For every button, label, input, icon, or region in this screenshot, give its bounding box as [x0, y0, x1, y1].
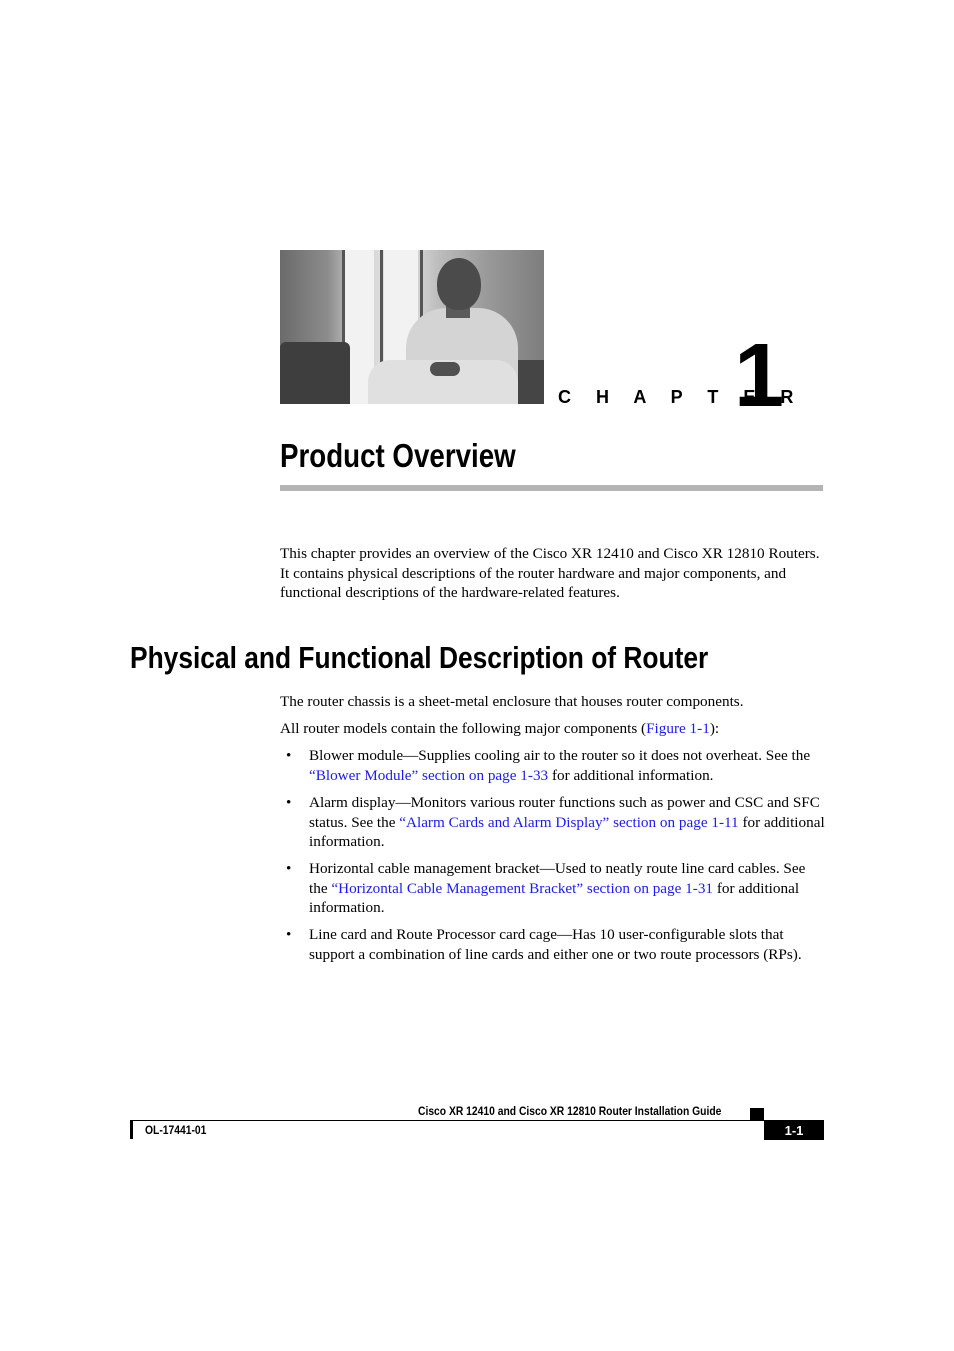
bullet-dot: •: [286, 747, 292, 764]
paragraph-text: ):: [709, 720, 720, 737]
bullet-dot: •: [286, 926, 292, 943]
body-paragraph: [280, 719, 828, 739]
chapter-label: C H A P T E R: [558, 387, 804, 407]
bullet-text-part: Alarm display—Monitors various router functions such as power and CSC and SFC status. See the: [309, 794, 820, 831]
footer-right-block: [750, 1108, 764, 1121]
bullet-text-part: for additional information.: [309, 813, 825, 851]
footer-guide-title: Cisco XR 12410 and Cisco XR 12810 Router Installation Guide: [418, 1104, 722, 1118]
chapter-title: Product Overview: [280, 437, 516, 474]
bullet-text-part: for additional information.: [548, 766, 714, 784]
footer-left-bar: [130, 1121, 133, 1139]
cross-reference-link[interactable]: “Horizontal Cable Management Bracket” section on page 1-31: [331, 879, 714, 897]
chapter-number: 1: [734, 326, 785, 426]
bullet-dot: •: [286, 794, 292, 811]
bullet-text-part: Horizontal cable management bracket—Used to neatly route line card cables. See the: [309, 860, 806, 897]
cross-reference-link[interactable]: “Blower Module” section on page 1-33: [309, 766, 549, 784]
bullet-dot: •: [286, 860, 292, 877]
footer-doc-number: OL-17441-01: [145, 1123, 207, 1137]
paragraph-text: All router models contain the following major components (: [280, 720, 647, 737]
footer-rule: [130, 1120, 824, 1121]
footer-page-number: 1-1: [784, 1123, 804, 1138]
title-rule: [280, 485, 823, 491]
photo-person-head: [437, 258, 481, 310]
bullet-text: [309, 859, 827, 918]
bullet-text: [309, 746, 827, 785]
photo-person-hand: [430, 362, 460, 376]
section-heading: Physical and Functional Description of Router: [130, 640, 709, 675]
chapter-photo: [280, 250, 544, 404]
bullet-text: [309, 793, 827, 852]
bullet-text-part: Blower module—Supplies cooling air to the router so it does not overheat. See the: [309, 747, 811, 764]
intro-paragraph: This chapter provides an overview of the Cisco XR 12410 and Cisco XR 12810 Routers. It contains physical descriptions of the router hardware and major components, and functional descriptions of the hardware-related features.: [280, 545, 820, 602]
cross-reference-link[interactable]: “Alarm Cards and Alarm Display” section on page 1-11: [399, 813, 739, 831]
bullet-text-part: for additional information.: [309, 879, 800, 917]
bullet-text: Line card and Route Processor card cage—Has 10 user-configurable slots that support a combination of line cards and either one or two route processors (RPs).: [309, 926, 802, 963]
photo-sofa: [280, 342, 350, 404]
figure-link[interactable]: Figure 1-1: [646, 720, 710, 737]
body-paragraph: The router chassis is a sheet-metal enclosure that houses router components.: [280, 693, 744, 710]
